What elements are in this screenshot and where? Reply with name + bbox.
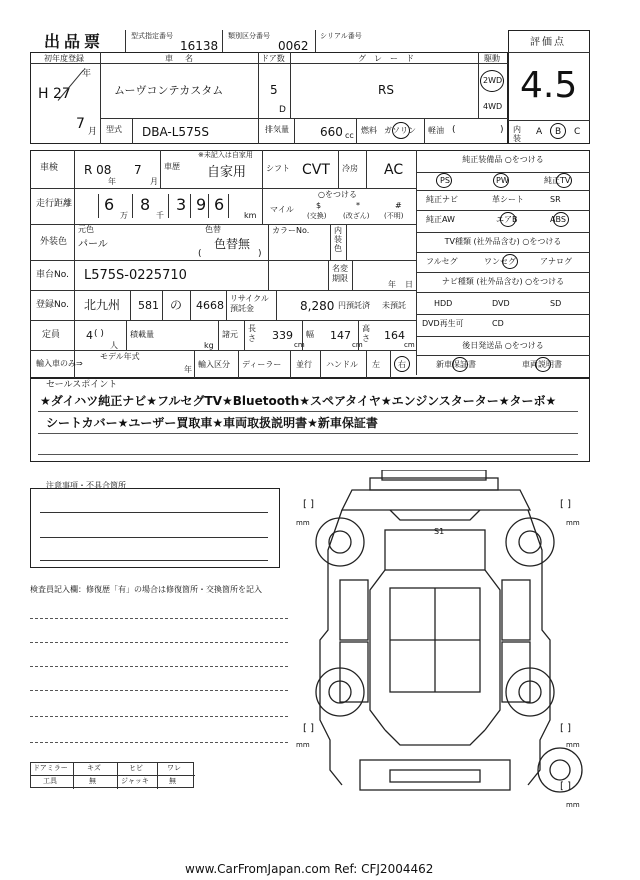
diagram-right-side xyxy=(528,510,550,785)
diagram-right-front-door xyxy=(502,580,530,640)
navi-sd: SD xyxy=(550,299,562,308)
grade-value: RS xyxy=(378,83,394,97)
fuel-circle xyxy=(392,122,410,139)
import-label: 輸入車のみ⇒ xyxy=(36,359,83,368)
later-label: 後日発送品 ○をつける xyxy=(462,341,544,350)
handle-left: 左 xyxy=(372,360,380,369)
parallel-option: 並行 xyxy=(296,360,312,369)
original-color-value: パール xyxy=(78,239,108,250)
car-name: ムーヴコンテカスタム xyxy=(114,84,224,97)
type-label: 型式 xyxy=(106,125,122,134)
shift-label: シフト xyxy=(266,164,290,173)
circle-note: ○をつける xyxy=(318,190,357,199)
diagram-left-side xyxy=(320,510,342,785)
class-label: 類別区分番号 xyxy=(228,32,270,40)
usage-label: 車歴 xyxy=(164,162,180,171)
inspection-label: 車検 xyxy=(40,163,59,173)
legend-header-scratch: キズ xyxy=(87,764,101,772)
chassis-label: 車台No. xyxy=(36,270,69,280)
genuine-label: 純正装備品 ○をつける xyxy=(462,155,544,164)
diagram-rear-plate xyxy=(390,770,480,782)
doors-value: 5 xyxy=(270,83,278,97)
mileage-digit-3: 3 xyxy=(176,195,187,214)
first-reg-month: 7 xyxy=(76,116,85,132)
type-value: DBA-L575S xyxy=(142,125,209,139)
caution-box xyxy=(30,488,280,568)
reg-class: 581 xyxy=(138,299,159,312)
fuel-label: 燃料 xyxy=(361,126,377,135)
expiry-label: 名変期限 xyxy=(332,264,348,283)
reg-number: 4668 xyxy=(196,299,224,312)
diagram-rear-glass xyxy=(385,730,485,745)
diagram-front-glass xyxy=(385,527,485,570)
mileage-digit-1: 6 xyxy=(104,195,115,214)
navi-dvd: DVD xyxy=(492,299,510,308)
navi-cd: CD xyxy=(492,319,504,328)
reg-area: 北九州 xyxy=(84,298,121,312)
width-value: 147 xyxy=(330,329,351,342)
dims-label: 諸元 xyxy=(222,330,238,339)
bracket-spare: [ ] xyxy=(560,781,571,792)
serial-label: シリアル番号 xyxy=(320,32,362,40)
ac-label: 冷房 xyxy=(342,164,358,173)
equip-ps: PS xyxy=(440,176,450,185)
color-change-value: 色替無 xyxy=(214,237,251,251)
shift-value: CVT xyxy=(302,162,330,178)
sales-points-line-1: ★ダイハツ純正ナビ★フルセグTV★Bluetooth★スペアタイヤ★エンジンスターター★ターボ★ xyxy=(40,394,557,408)
diagram-mark-s1: S1 xyxy=(434,527,445,536)
equip-tv: 純正TV xyxy=(544,176,571,185)
first-reg-label: 初年度登録 xyxy=(44,54,84,63)
interior-label: 内装 xyxy=(513,125,521,143)
equip-aw: 純正AW xyxy=(426,215,455,224)
width-label: 幅 xyxy=(306,330,314,339)
navi-hdd: HDD xyxy=(434,299,453,308)
tv-label: TV種類 (社外品含む) ○をつける xyxy=(444,237,562,246)
diagram-hub-front-left xyxy=(329,531,351,553)
ac-value: AC xyxy=(384,162,404,178)
equip-pw: PW xyxy=(496,176,509,185)
rating-value: 4.5 xyxy=(520,65,578,106)
capacity-value: 4 xyxy=(86,329,93,342)
displacement-value: 660 xyxy=(320,125,343,139)
load-label: 積載量 xyxy=(130,330,154,339)
interior-grade-c: C xyxy=(574,127,581,137)
damage-legend xyxy=(30,762,194,788)
handle-right-circle xyxy=(394,356,410,372)
mileage-digit-4: 9 xyxy=(196,195,207,214)
interior-b-circle xyxy=(550,123,566,139)
equip-leather: 革シート xyxy=(492,195,524,204)
bracket-rear-left: [ ] xyxy=(303,723,314,734)
drive-4wd: 4WD xyxy=(483,102,503,111)
diagram-hood xyxy=(342,490,530,510)
equip-sr: SR xyxy=(550,195,561,204)
color-change-label: 色替 xyxy=(205,225,221,234)
mileage-digit-cells xyxy=(98,194,252,218)
handle-label: ハンドル xyxy=(326,360,358,369)
model-spec-number: 16138 xyxy=(180,39,219,53)
class-number: 0062 xyxy=(278,39,309,53)
diagram-left-doorline xyxy=(370,570,385,730)
diagram-right-doorline xyxy=(485,570,500,730)
equip-airbag: エアB xyxy=(496,215,518,224)
color-no-label: カラーNo. xyxy=(272,226,310,235)
diagram-left-front-door xyxy=(340,580,368,640)
equip-abs: ABS xyxy=(550,215,566,224)
diagram-hub-front-right xyxy=(519,531,541,553)
grade-label: グレード xyxy=(358,54,422,63)
sales-points-label: セールスポイント xyxy=(46,380,118,390)
recycle-unit: 円預託済 xyxy=(338,301,370,310)
rating-label: 評価点 xyxy=(530,37,566,48)
later-warranty: 新車保証書 xyxy=(436,360,476,369)
inspection-era: R 08 xyxy=(84,163,112,177)
legend-header-break: ワレ xyxy=(167,764,181,772)
interior-grade-b: B xyxy=(555,127,562,137)
car-damage-diagram xyxy=(290,470,600,800)
legend-value-none-2: 無 xyxy=(169,777,176,785)
navi-label: ナビ種類 (社外品含む) ○をつける xyxy=(441,277,565,286)
legend-value-tools: 工具 xyxy=(43,777,57,785)
model-spec-label: 型式指定番号 xyxy=(131,32,173,40)
later-manual: 車両説明書 xyxy=(522,360,562,369)
height-label: 高さ xyxy=(362,324,370,343)
first-reg-era: H 27 xyxy=(38,86,71,102)
height-value: 164 xyxy=(384,329,405,342)
legend-value-jack: ジャッキ xyxy=(121,777,149,785)
sales-points-line-2: シートカバー★ユーザー買取車★車両取扱説明書★新車保証書 xyxy=(46,416,378,430)
usage-value: 自家用 xyxy=(207,165,247,180)
recycle-label: リサイクル預託金 xyxy=(230,294,269,313)
inspection-month: 7 xyxy=(134,163,142,177)
diagram-spare-hub xyxy=(550,760,570,780)
length-label: 長さ xyxy=(248,324,256,343)
chassis-value: L575S-0225710 xyxy=(84,268,187,283)
caution-label: 注意事項・不具合箇所 xyxy=(46,481,126,490)
drive-2wd-circle xyxy=(480,70,504,92)
displacement-label: 排気量 xyxy=(265,125,289,134)
dealer-option: ディーラー xyxy=(242,360,282,369)
tv-oneseg: ワンセグ xyxy=(484,257,516,266)
car-name-label: 車名 xyxy=(165,54,205,63)
original-color-label: 元色 xyxy=(78,225,94,234)
drive-2wd: 2WD xyxy=(483,76,503,85)
fuel-value: ガソリン xyxy=(384,126,416,135)
bracket-front-left: [ ] xyxy=(303,499,314,510)
bracket-rear-right: [ ] xyxy=(560,723,571,734)
doors-label: ドア数 xyxy=(261,54,285,63)
import-type-label: 輸入区分 xyxy=(198,360,230,369)
legend-header-mirror: ドアミラー xyxy=(33,764,68,772)
tv-analog: アナログ xyxy=(540,257,572,266)
drive-label: 駆動 xyxy=(484,54,500,63)
handle-right: 右 xyxy=(398,360,406,369)
legend-header-crack: ヒビ xyxy=(129,764,143,772)
capacity-label: 定員 xyxy=(42,330,61,340)
diesel-label: 軽油 xyxy=(428,126,444,135)
usage-note: ※未記入は自家用 xyxy=(198,151,253,159)
diagram-rear-bumper xyxy=(360,760,510,790)
navi-dvd-playback: DVD再生可 xyxy=(422,319,464,328)
diagram-wheel-front-left xyxy=(316,518,364,566)
reg-kana: の xyxy=(170,298,183,312)
footer-watermark: www.CarFromJapan.com Ref: CFJ2004462 xyxy=(185,862,434,876)
length-value: 339 xyxy=(272,329,293,342)
diagram-windshield-top xyxy=(390,510,480,520)
mileage-label: 走行距離 xyxy=(36,199,73,209)
legend-value-none-1: 無 xyxy=(89,777,96,785)
mileage-digit-2: 8 xyxy=(140,195,151,214)
tv-fullseg: フルセグ xyxy=(426,257,458,266)
reg-label: 登録No. xyxy=(36,300,69,310)
recycle-amount: 8,280 xyxy=(300,299,335,313)
color-label: 外装色 xyxy=(40,237,68,247)
door-type: D xyxy=(279,105,286,115)
inspector-label: 検査員記入欄：修復歴「有」の場合は修復箇所・交換箇所を記入 xyxy=(30,585,262,594)
equipment-panel xyxy=(416,150,590,375)
diagram-wheel-front-right xyxy=(506,518,554,566)
interior-grade-a: A xyxy=(536,127,543,137)
mileage-digit-5: 6 xyxy=(214,195,225,214)
mile-label: マイル xyxy=(270,205,294,214)
equip-navi: 純正ナビ xyxy=(426,195,458,204)
interior-color-label: 内装色 xyxy=(334,226,342,253)
recycle-unpaid: 未預託 xyxy=(382,301,406,310)
model-year-label: モデル年式 xyxy=(100,352,140,361)
form-title: 出品票 xyxy=(44,32,105,51)
bracket-front-right: [ ] xyxy=(560,499,571,510)
